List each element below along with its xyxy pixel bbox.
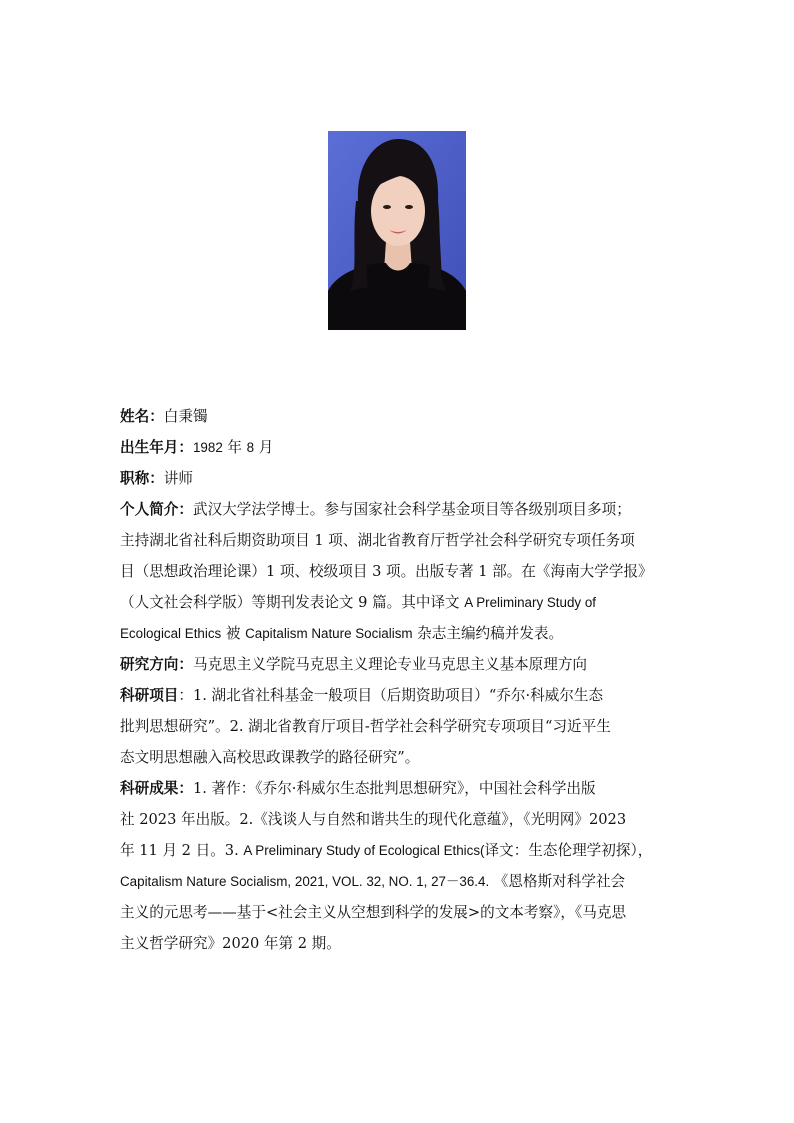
name-field [120, 401, 676, 432]
intro-label: 个人简介： [120, 501, 193, 518]
intro-text-1: 武汉大学法学博士。参与国家社会科学基金项目等各级别项目多项； [192, 501, 631, 518]
intro-text-5b: 被 [221, 625, 246, 642]
title-field [120, 463, 676, 494]
intro-line-4 [120, 587, 676, 618]
intro-field [120, 494, 676, 649]
portrait-icon [328, 131, 466, 330]
results-text-4a: Capitalism Nature Socialism, 2021, VOL. 32, NO. 1, 27－36.4. [120, 874, 490, 889]
results-text-3c: 译文：生态伦理学初探）， [484, 842, 653, 859]
direction-label: 研究方向： [120, 656, 193, 673]
birth-year: 1982 [192, 440, 223, 455]
intro-line-2: 主持湖北省社科后期资助项目 1 项、湖北省教育厅哲学社会科学研究专项任务项 [120, 532, 635, 549]
birth-mid: 年 [222, 439, 247, 456]
name-label: 姓名： [120, 408, 164, 425]
results-text-4b: 《恩格斯对科学社会 [489, 873, 626, 890]
results-text-3b: A Preliminary Study of Ecological Ethics( [243, 843, 485, 858]
projects-line-3: 态文明思想融入高校思政课教学的路径研究”。 [120, 749, 420, 766]
portrait-photo [328, 131, 466, 330]
projects-label: 科研项目 [120, 687, 179, 704]
title-value: 讲师 [163, 470, 193, 487]
birth-label: 出生年月： [120, 439, 193, 456]
intro-text-4a: （人文社会科学版）等期刊发表论文 9 篇。其中译文 [120, 594, 465, 611]
intro-line-5 [120, 618, 676, 649]
intro-line-1 [120, 494, 676, 525]
title-label: 职称： [120, 470, 164, 487]
name-value: 白秉镯 [163, 408, 208, 425]
projects-field [120, 680, 676, 773]
results-line-4 [120, 866, 676, 897]
direction-field [120, 649, 676, 680]
birth-month: 8 [246, 440, 255, 455]
birth-field [120, 432, 676, 463]
results-line-2: 社 2023 年出版。2.《浅谈人与自然和谐共生的现代化意蕴》，《光明网》2023 [120, 811, 627, 828]
birth-end: 月 [254, 439, 274, 456]
results-text-1: 1. 著作：《乔尔·科威尔生态批判思想研究》，中国社会科学出版 [192, 780, 596, 797]
direction-value: 马克思主义学院马克思主义理论专业马克思主义基本原理方向 [192, 656, 588, 673]
results-label: 科研成果： [120, 780, 193, 797]
results-field [120, 773, 676, 959]
intro-text-5a: Ecological Ethics [120, 626, 222, 641]
projects-text-1: ：1. 湖北省社科基金一般项目（后期资助项目）“乔尔·科威尔生态 [178, 687, 604, 704]
intro-text-4b: A Preliminary Study of [464, 595, 597, 610]
intro-line-3: 目（思想政治理论课）1 项、校级项目 3 项。出版专著 1 部。在《海南大学学报》 [120, 563, 653, 580]
results-line-6: 主义哲学研究》2020 年第 2 期。 [120, 935, 341, 952]
projects-line-1 [120, 680, 676, 711]
profile-details [120, 401, 676, 959]
intro-text-5c: Capitalism Nature Socialism [245, 626, 413, 641]
results-line-1 [120, 773, 676, 804]
projects-line-2: 批判思想研究”。2. 湖北省教育厅项目-哲学社会科学研究专项项目“习近平生 [120, 718, 611, 735]
results-text-3a: 年 11 月 2 日。3. [120, 842, 244, 859]
intro-text-5d: 杂志主编约稿并发表。 [412, 625, 564, 642]
results-line-5: 主义的元思考——基于<社会主义从空想到科学的发展>的文本考察》，《马克思 [120, 904, 627, 921]
results-line-3 [120, 835, 676, 866]
